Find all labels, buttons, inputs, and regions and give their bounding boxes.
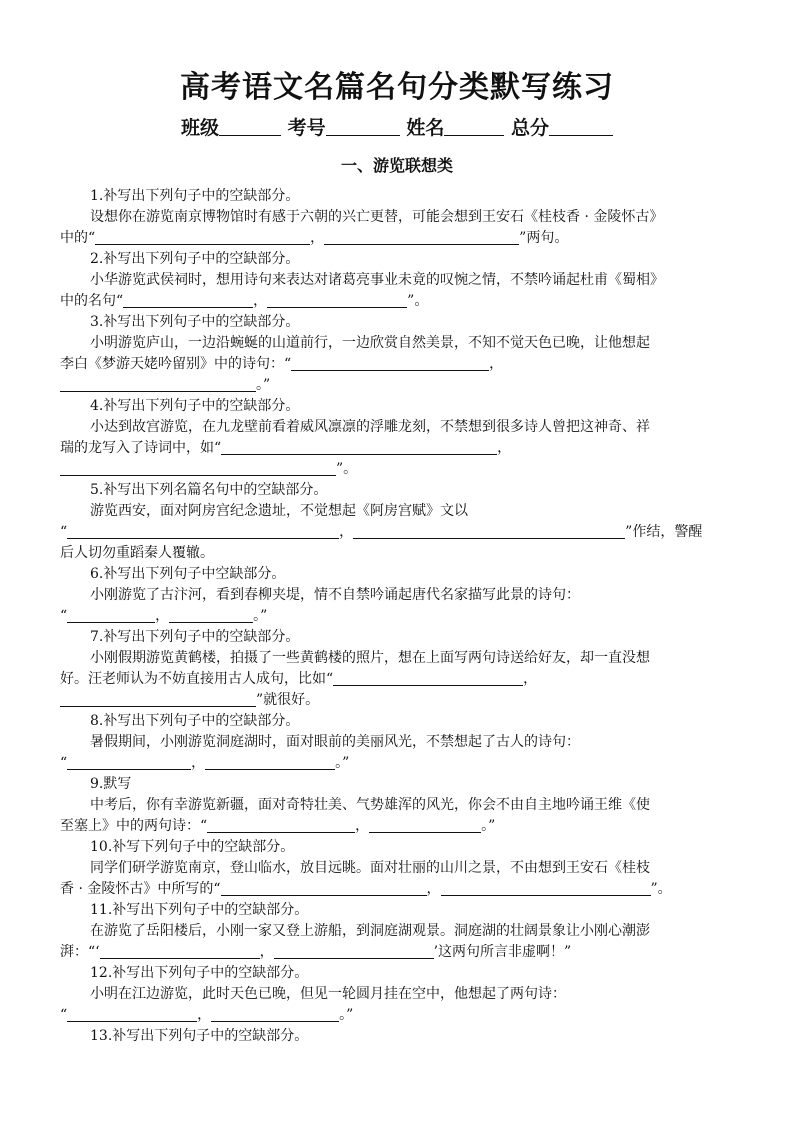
- question-text: ”就很好。: [60, 690, 740, 710]
- question-heading: 2.补写出下列句子中的空缺部分。: [90, 251, 300, 267]
- question-heading: 6.补写出下列句子中空缺部分。: [90, 566, 286, 582]
- score-label: 总分: [510, 117, 549, 139]
- answer-blank[interactable]: [67, 754, 191, 770]
- question-text: 暑假期间，小刚游览洞庭湖时，面对眼前的美丽风光，不禁想起了古人的诗句：: [90, 734, 580, 750]
- answer-blank[interactable]: [67, 1006, 197, 1022]
- class-label: 班级: [181, 117, 220, 139]
- name-label: 姓名: [406, 117, 445, 139]
- answer-blank[interactable]: [274, 943, 434, 959]
- answer-blank[interactable]: [333, 670, 523, 686]
- question-heading: 5.补写出下列名篇名句中的空缺部分。: [90, 482, 328, 498]
- answer-blank[interactable]: [60, 460, 336, 476]
- question-heading: 13.补写出下列句子中的空缺部分。: [90, 1028, 309, 1044]
- question-text: “ ， 。”: [60, 1007, 354, 1023]
- answer-blank[interactable]: [353, 523, 625, 539]
- question-text: 后人切勿重蹈秦人覆辙。: [60, 545, 214, 561]
- student-info-row: [0, 113, 794, 140]
- answer-blank[interactable]: [169, 607, 253, 623]
- answer-blank[interactable]: [123, 292, 253, 308]
- question-text: 。”: [60, 375, 740, 395]
- question-text: 小明游览庐山，一边沿蜿蜒的山道前行，一边欣赏自然美景，不知不觉天色已晚，让他想起: [90, 335, 650, 351]
- question-text: 在游览了岳阳楼后，小刚一家又登上游船，到洞庭湖观景。洞庭湖的壮阔景象让小刚心潮澎: [90, 923, 650, 939]
- question-heading: 7.补写出下列句子中的空缺部分。: [90, 629, 300, 645]
- answer-blank[interactable]: [95, 229, 310, 245]
- answer-blank[interactable]: [291, 355, 489, 371]
- answer-blank[interactable]: [324, 229, 519, 245]
- name-blank[interactable]: [444, 117, 504, 136]
- question-text: 小华游览武侯祠时，想用诗句来表达对诸葛亮事业未竟的叹惋之情，不禁吟诵起杜甫《蜀相》: [90, 272, 664, 288]
- answer-blank[interactable]: [221, 880, 427, 896]
- answer-blank[interactable]: [441, 880, 651, 896]
- question-text: ”。: [60, 459, 740, 479]
- question-text: 小刚游览了古汴河，看到春柳夹堤，情不自禁吟诵起唐代名家描写此景的诗句：: [90, 587, 580, 603]
- question-text: 小达到故宫游览，在九龙壁前看着威风凛凛的浮雕龙刻，不禁想到很多诗人曾把这神奇、祥: [90, 419, 650, 435]
- answer-blank[interactable]: [67, 607, 155, 623]
- question-heading: 1.补写出下列句子中的空缺部分。: [90, 188, 300, 204]
- answer-blank[interactable]: [205, 754, 335, 770]
- answer-blank[interactable]: [267, 292, 407, 308]
- question-text: 李白《梦游天姥吟留别》中的诗句：“ ，: [60, 356, 504, 372]
- answer-blank[interactable]: [221, 439, 497, 455]
- page-title: 高考语文名篇名句分类默写练习: [180, 70, 614, 105]
- question-heading: 4.补写出下列句子中的空缺部分。: [90, 398, 300, 414]
- number-blank[interactable]: [326, 117, 400, 136]
- answer-blank[interactable]: [67, 523, 339, 539]
- question-heading: 10.补写下列句子中的空缺部分。: [90, 839, 295, 855]
- section-title: 一、游览联想类: [340, 156, 453, 175]
- question-heading: 8.补写出下列句子中的空缺部分。: [90, 713, 300, 729]
- question-text: 好。汪老师认为不妨直接用古人成句，比如“ ，: [60, 671, 538, 687]
- answer-blank[interactable]: [60, 691, 256, 707]
- question-heading: 11.补写出下列句子中的空缺部分。: [90, 902, 309, 918]
- question-text: “ ， 。”: [60, 608, 268, 624]
- answer-blank[interactable]: [207, 817, 355, 833]
- question-text: 中考后，你有幸游览新疆，面对奇特壮美、气势雄浑的风光，你会不由自主地吟诵王维《使: [90, 797, 650, 813]
- answer-blank[interactable]: [211, 1006, 339, 1022]
- question-text: 香 · 金陵怀古》中所写的“ ， ”。: [60, 881, 672, 897]
- answer-blank[interactable]: [100, 943, 260, 959]
- question-text: 设想你在游览南京博物馆时有感于六朝的兴亡更替，可能会想到王安石《桂枝香 · 金陵怀古》: [90, 209, 664, 225]
- question-heading: 3.补写出下列句子中的空缺部分。: [90, 314, 300, 330]
- number-label: 考号: [287, 117, 326, 139]
- class-blank[interactable]: [219, 117, 281, 136]
- question-text: 游览西安，面对阿房宫纪念遗址，不觉想起《阿房宫赋》文以: [90, 503, 468, 519]
- question-text: 湃：“‘ ， ’这两句所言非虚啊！”: [60, 944, 572, 960]
- question-text: 小明在江边游览，此时天色已晚，但见一轮圆月挂在空中，他想起了两句诗：: [90, 986, 566, 1002]
- question-text: 中的“ ， ”两句。: [60, 230, 569, 246]
- question-text: 至塞上》中的两句诗：“ ， 。”: [60, 818, 496, 834]
- answer-blank[interactable]: [369, 817, 481, 833]
- question-text: “ ， 。”: [60, 755, 350, 771]
- question-text: 瑞的龙写入了诗词中，如“ ，: [60, 440, 512, 456]
- answer-blank[interactable]: [60, 376, 256, 392]
- question-heading: 9.默写: [90, 776, 132, 792]
- question-text: “ ， ”作结，警醒: [60, 524, 703, 540]
- question-text: 同学们研学游览南京，登山临水，放目远眺。面对壮丽的山川之景，不由想到王安石《桂枝: [90, 860, 650, 876]
- question-text: 中的名句“ ， ”。: [60, 293, 429, 309]
- question-heading: 12.补写出下列句子中的空缺部分。: [90, 965, 309, 981]
- score-blank[interactable]: [549, 117, 613, 136]
- question-text: 小刚假期游览黄鹤楼，拍摄了一些黄鹤楼的照片，想在上面写两句诗送给好友，却一直没想: [90, 650, 650, 666]
